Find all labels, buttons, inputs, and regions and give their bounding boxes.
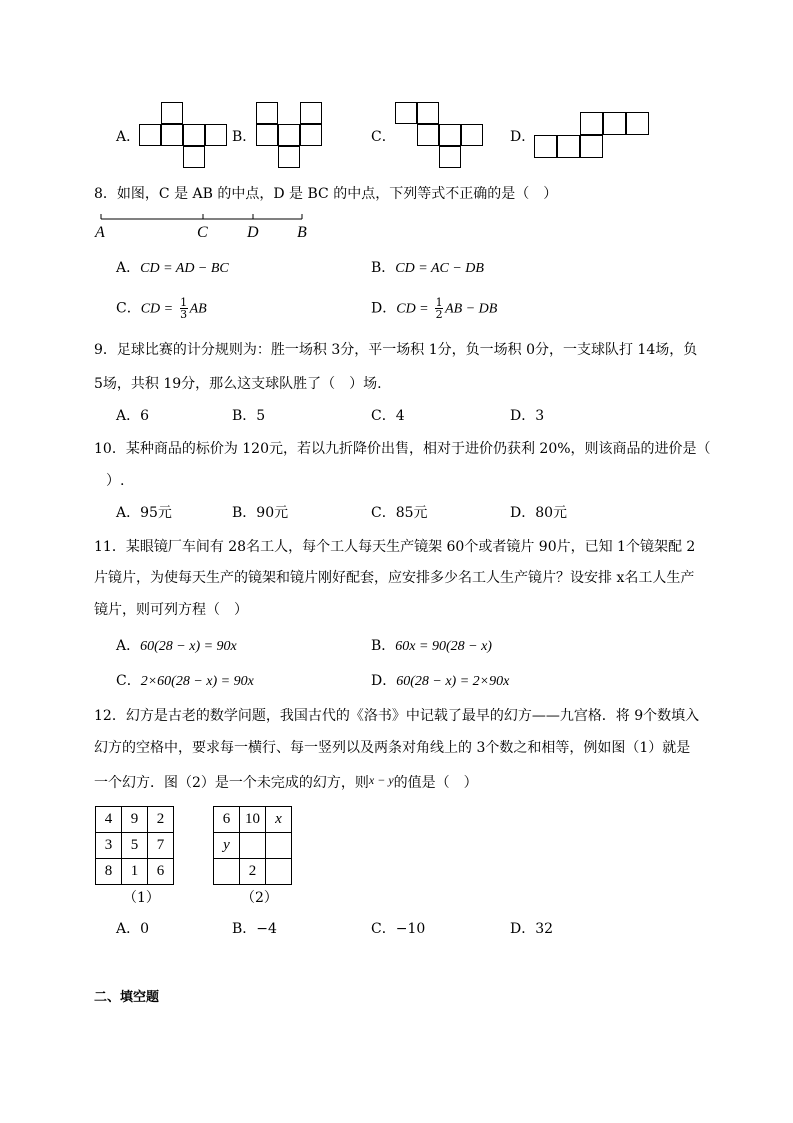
q9-option-d: D．3 bbox=[510, 408, 545, 424]
q9-option-c: C．4 bbox=[371, 408, 405, 424]
q8-option-b: B．CD = AC − DB bbox=[371, 260, 484, 276]
q12-option-b: B．−4 bbox=[232, 921, 277, 937]
q11-option-c: C．2×60(28 − x) = 90x bbox=[116, 673, 254, 689]
q11-line3: 镜片，则可列方程（ ） bbox=[94, 602, 248, 618]
caption-figure-2: （2） bbox=[241, 890, 278, 906]
magic-square-2: 6 10 x y 2 bbox=[213, 806, 292, 885]
q7-option-d-label: D． bbox=[510, 129, 536, 145]
fraction-one-half: $\frac{1}{2}$ bbox=[435, 296, 443, 321]
q10-option-c: C．85元 bbox=[371, 505, 428, 521]
section-title-fill-in: 二、填空题 bbox=[94, 990, 160, 1005]
q7-option-a-label: A． bbox=[116, 129, 141, 145]
q8-segment-figure bbox=[95, 210, 310, 225]
q9-line1: 9．足球比赛的计分规则为：胜一场积 3分，平一场积 1分，负一场积 0分，一支球队打 14场，负 bbox=[94, 342, 698, 358]
q10-option-b: B．90元 bbox=[232, 505, 289, 521]
q8-stem: 8．如图，C 是 AB 的中点，D 是 BC 的中点，下列等式不正确的是（ ） bbox=[94, 186, 558, 202]
q9-option-a: A．6 bbox=[116, 408, 150, 424]
q7-option-b-label: B． bbox=[232, 129, 257, 145]
q10-option-a: A．95元 bbox=[116, 505, 172, 521]
q11-option-d: D．60(28 − x) = 2×90x bbox=[371, 673, 510, 689]
q8-point-b: B bbox=[297, 224, 307, 241]
q7-net-a bbox=[139, 102, 227, 168]
q10-line1: 10．某种商品的标价为 120元，若以九折降价出售，相对于进价仍获利 20%，则该商品的进价是（ bbox=[94, 441, 711, 457]
q7-net-b bbox=[256, 102, 322, 168]
q12-option-c: C．−10 bbox=[371, 921, 426, 937]
q11-option-b: B．60x = 90(28 − x) bbox=[371, 638, 492, 654]
q8-option-a: A．CD = AD − BC bbox=[116, 260, 229, 276]
q12-option-d: D．32 bbox=[510, 921, 554, 937]
q12-line3: 一个幻方．图（2）是一个未完成的幻方，则x − y的值是（ ） bbox=[94, 773, 478, 791]
q8-point-c: C bbox=[197, 224, 208, 241]
magic-square-1: 4 9 2 3 5 7 8 1 6 bbox=[95, 806, 174, 885]
q8-point-a: A bbox=[95, 224, 105, 241]
q8-option-d: D．CD = $\frac{1}{2}$ AB − DB bbox=[371, 296, 498, 321]
fraction-one-third: $\frac{1}{3}$ bbox=[180, 296, 188, 321]
q7-option-c-label: C． bbox=[371, 129, 396, 145]
q9-option-b: B．5 bbox=[232, 408, 266, 424]
q8-option-c: C．CD = $\frac{1}{3}$ AB bbox=[116, 296, 207, 321]
q7-net-d bbox=[534, 112, 649, 158]
q11-line2: 片镜片，为使每天生产的镜架和镜片刚好配套，应安排多少名工人生产镜片？设安排 x名工人生产 bbox=[94, 570, 695, 586]
q11-line1: 11．某眼镜厂车间有 28名工人，每个工人每天生产镜架 60个或者镜片 90片，已知 1个镜架配 2 bbox=[94, 539, 696, 555]
q12-line1: 12．幻方是古老的数学问题，我国古代的《洛书》中记载了最早的幻方——九宫格．将 9个数填入 bbox=[94, 708, 700, 724]
q12-line2: 幻方的空格中，要求每一横行、每一竖列以及两条对角线上的 3个数之和相等，例如图（1）就是 bbox=[94, 740, 691, 756]
q10-option-d: D．80元 bbox=[510, 505, 568, 521]
q11-option-a: A．60(28 − x) = 90x bbox=[116, 638, 237, 654]
q10-line2: ）. bbox=[106, 473, 125, 489]
q7-net-c bbox=[395, 102, 483, 168]
caption-figure-1: （1） bbox=[123, 890, 160, 906]
q8-point-d: D bbox=[247, 224, 259, 241]
q9-line2: 5场，共积 19分，那么这支球队胜了（ ）场. bbox=[94, 376, 382, 392]
q12-option-a: A．0 bbox=[116, 921, 150, 937]
